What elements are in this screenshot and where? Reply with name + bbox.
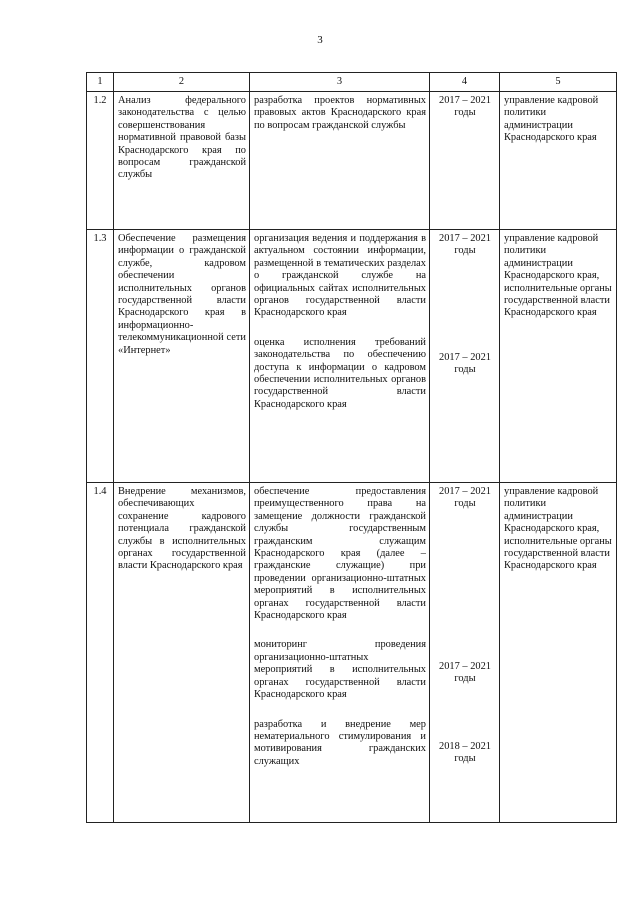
column-header-3: 3 — [250, 73, 430, 92]
action-item: оценка исполнения требований законодательства по обеспечению доступа к информации о кадровом обеспечении исполнительных органов государственной власти Краснодарского края — [254, 336, 426, 410]
period-item: 2018 – 2021 годы — [439, 740, 491, 765]
period-item: 2017 – 2021 годы — [439, 95, 491, 119]
table-row — [87, 230, 617, 483]
column-header-4: 4 — [430, 73, 500, 92]
action-item: разработка проектов нормативных правовых актов Краснодарского края по вопросам гражданской службы — [254, 95, 426, 131]
action-item: мониторинг проведения организационно-штатных мероприятий в исполнительных органах государственной власти Краснодарского края — [254, 639, 426, 701]
executor-cell: управление кадровой политики администрации Краснодарского края — [500, 92, 617, 230]
period-item: 2017 – 2021 годы — [439, 660, 491, 685]
action-item: организация ведения и поддержания в актуальном состоянии информации, размещенной в тематических разделах о гражданской службе на официальных сайтах исполнительных органов государственной власти Краснодарского края — [254, 233, 426, 319]
row-number: 1.3 — [87, 230, 114, 483]
plan-table — [86, 72, 617, 823]
measure-cell: Внедрение механизмов, обеспечивающих сохранение кадрового потенциала гражданской службы в исполнительных органах государственной власти Краснодарского края — [114, 483, 250, 823]
table-header-row — [87, 73, 617, 92]
period-item: 2017 – 2021 годы — [439, 351, 491, 376]
column-header-2: 2 — [114, 73, 250, 92]
actions-cell — [250, 230, 430, 483]
page-number: 3 — [317, 34, 323, 46]
row-number: 1.4 — [87, 483, 114, 823]
period-cell — [430, 92, 500, 230]
measure-cell: Анализ федерального законодательства с целью совершенствования нормативной правовой базы Краснодарского края по вопросам гражданской службы — [114, 92, 250, 230]
period-cell — [430, 230, 500, 483]
actions-cell — [250, 483, 430, 823]
period-item: 2017 – 2021 годы — [439, 233, 491, 257]
row-number: 1.2 — [87, 92, 114, 230]
table-row — [87, 483, 617, 823]
table-row — [87, 92, 617, 230]
column-header-5: 5 — [500, 73, 617, 92]
action-item: обеспечение предоставления преимущественного права на замещение должности гражданской службы государственным гражданским служащим Краснодарского края (далее – гражданские служащие) при проведении организационно-штатных мероприятий в исполнительных органах государственной власти Краснодарского края — [254, 486, 426, 622]
executor-cell: управление кадровой политики администрации Краснодарского края, исполнительные органы государственной власти Краснодарского края — [500, 483, 617, 823]
action-item: разработка и внедрение мер нематериального стимулирования и мотивирования гражданских служащих — [254, 718, 426, 767]
executor-cell: управление кадровой политики администрации Краснодарского края, исполнительные органы государственной власти Краснодарского края — [500, 230, 617, 483]
column-header-1: 1 — [87, 73, 114, 92]
period-cell — [430, 483, 500, 823]
period-item: 2017 – 2021 годы — [439, 486, 491, 510]
measure-cell: Обеспечение размещения информации о гражданской службе, кадровом обеспечении исполнительных органов государственной власти Краснодарского края в информационно-телекоммуникационной сети «Интернет» — [114, 230, 250, 483]
actions-cell — [250, 92, 430, 230]
